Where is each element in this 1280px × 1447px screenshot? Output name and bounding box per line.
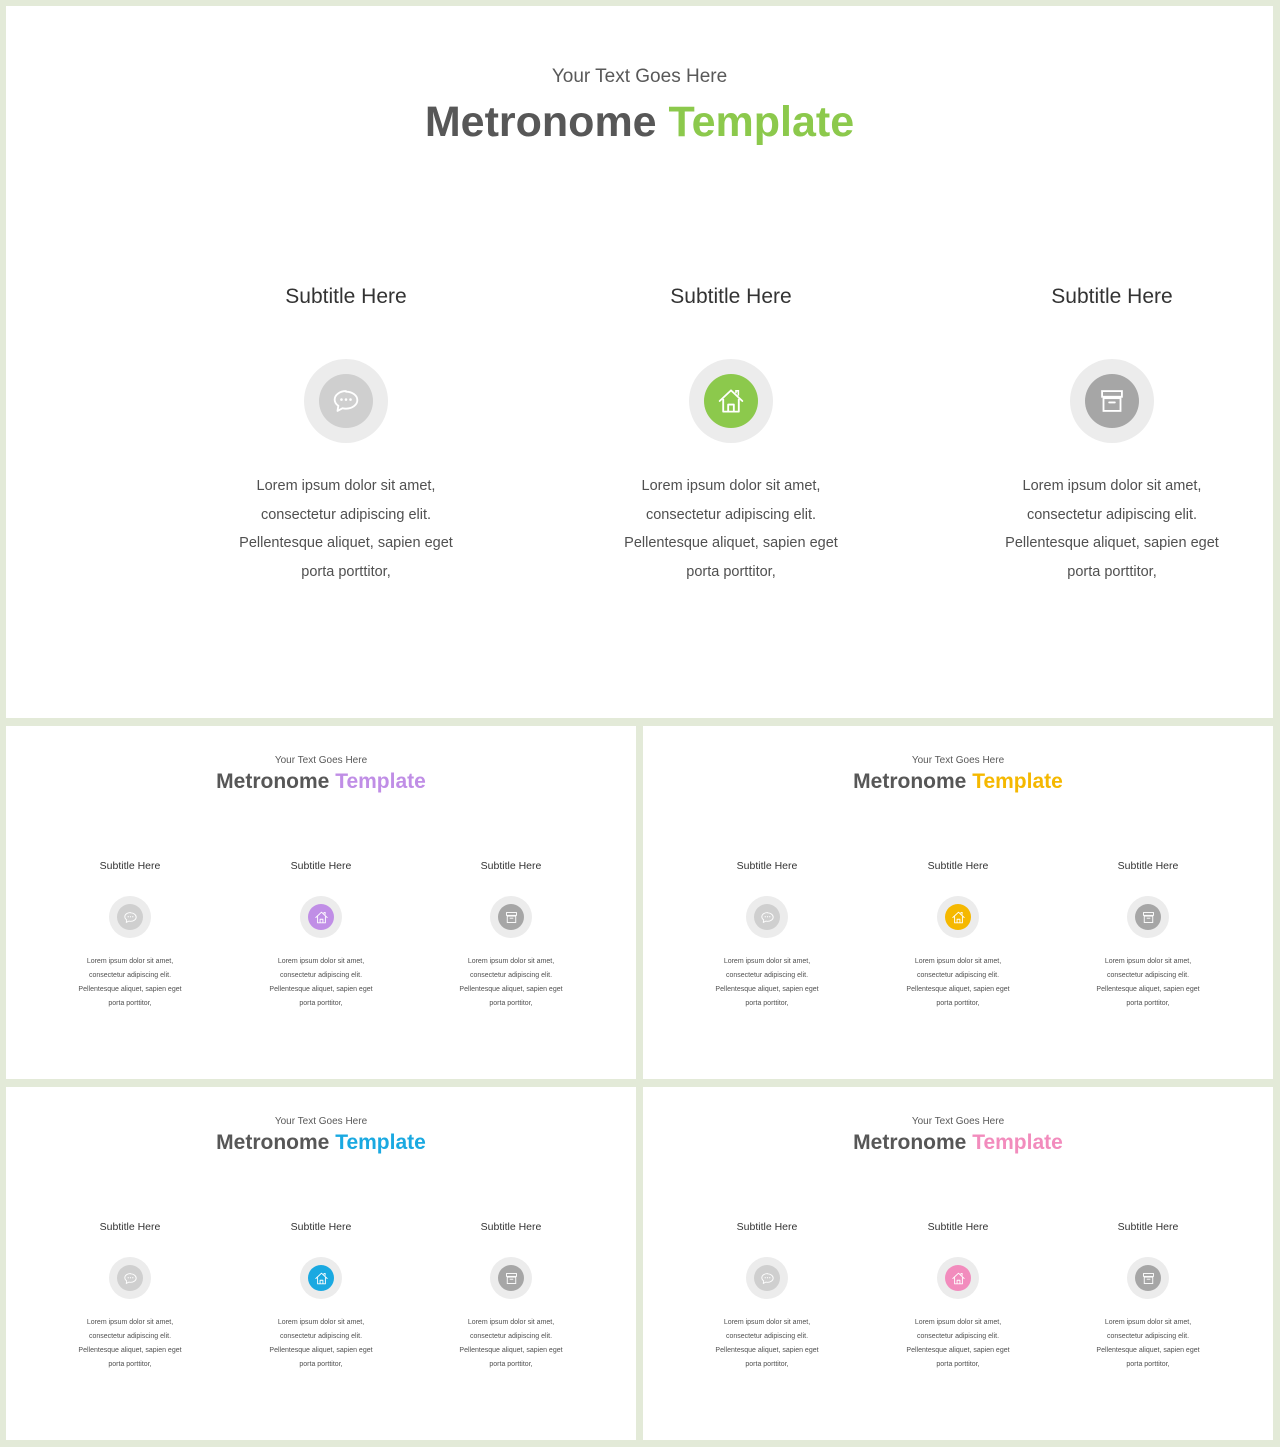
description-line: Pellentesque aliquet, sapien eget bbox=[1096, 1347, 1200, 1354]
feature-column bbox=[1073, 1219, 1223, 1372]
home-icon bbox=[313, 909, 330, 926]
title-main: Metronome bbox=[424, 98, 657, 146]
description-line: consectetur adipiscing elit. bbox=[469, 1333, 553, 1340]
description-line: porta porttitor, bbox=[936, 1361, 980, 1368]
description-line: porta porttitor, bbox=[301, 563, 391, 580]
feature-subtitle: Subtitle Here bbox=[290, 860, 352, 872]
chat-icon bbox=[759, 1270, 776, 1287]
slide-kicker: Your Text Goes Here bbox=[274, 1116, 368, 1127]
feature-description bbox=[55, 1316, 205, 1372]
feature-description bbox=[55, 955, 205, 1011]
title-main: Metronome bbox=[853, 1131, 967, 1154]
slide-title bbox=[643, 1131, 1273, 1155]
feature-subtitle: Subtitle Here bbox=[1051, 285, 1173, 308]
icon-ring bbox=[300, 1257, 342, 1299]
icon-ring bbox=[746, 1257, 788, 1299]
home-icon bbox=[950, 1270, 967, 1287]
slide-main bbox=[6, 6, 1273, 718]
description-line: porta porttitor, bbox=[489, 1361, 533, 1368]
slide-kicker: Your Text Goes Here bbox=[911, 1116, 1005, 1127]
icon-ring bbox=[937, 896, 979, 938]
description-line: Pellentesque aliquet, sapien eget bbox=[1096, 986, 1200, 993]
description-line: Pellentesque aliquet, sapien eget bbox=[269, 1347, 373, 1354]
description-line: porta porttitor, bbox=[745, 1000, 789, 1007]
feature-column bbox=[196, 282, 496, 586]
feature-column bbox=[1073, 858, 1223, 1011]
description-line: consectetur adipiscing elit. bbox=[88, 972, 172, 979]
chat-icon bbox=[122, 909, 139, 926]
title-main: Metronome bbox=[216, 770, 330, 793]
description-line: Lorem ipsum dolor sit amet, bbox=[1104, 958, 1192, 965]
feature-subtitle: Subtitle Here bbox=[927, 860, 989, 872]
feature-column bbox=[962, 282, 1262, 586]
feature-subtitle: Subtitle Here bbox=[1117, 860, 1179, 872]
description-line: Lorem ipsum dolor sit amet, bbox=[641, 478, 821, 494]
feature-subtitle: Subtitle Here bbox=[1117, 1221, 1179, 1233]
icon-badge bbox=[308, 904, 334, 930]
icon-ring bbox=[109, 1257, 151, 1299]
description-line: porta porttitor, bbox=[108, 1361, 152, 1368]
feature-description bbox=[883, 955, 1033, 1011]
slide-title bbox=[6, 770, 636, 794]
home-icon bbox=[714, 384, 748, 418]
description-line: Lorem ipsum dolor sit amet, bbox=[277, 958, 365, 965]
chat-icon bbox=[759, 909, 776, 926]
title-accent: Template bbox=[335, 770, 426, 793]
feature-description bbox=[196, 472, 496, 586]
description-line: consectetur adipiscing elit. bbox=[260, 506, 432, 523]
home-icon bbox=[950, 909, 967, 926]
feature-description bbox=[962, 472, 1262, 586]
slide-kicker: Your Text Goes Here bbox=[551, 66, 728, 87]
slide-title bbox=[6, 1131, 636, 1155]
feature-subtitle: Subtitle Here bbox=[480, 1221, 542, 1233]
icon-ring bbox=[304, 359, 388, 443]
icon-badge bbox=[117, 1265, 143, 1291]
title-main: Metronome bbox=[216, 1131, 330, 1154]
icon-ring bbox=[300, 896, 342, 938]
description-line: consectetur adipiscing elit. bbox=[916, 1333, 1000, 1340]
description-line: Lorem ipsum dolor sit amet, bbox=[723, 1319, 811, 1326]
feature-subtitle: Subtitle Here bbox=[736, 1221, 798, 1233]
feature-column bbox=[692, 858, 842, 1011]
archive-icon bbox=[503, 1270, 520, 1287]
description-line: Pellentesque aliquet, sapien eget bbox=[459, 986, 563, 993]
description-line: porta porttitor, bbox=[745, 1361, 789, 1368]
icon-badge bbox=[498, 1265, 524, 1291]
description-line: Pellentesque aliquet, sapien eget bbox=[269, 986, 373, 993]
feature-description bbox=[883, 1316, 1033, 1372]
feature-column bbox=[692, 1219, 842, 1372]
description-line: Lorem ipsum dolor sit amet, bbox=[277, 1319, 365, 1326]
slide-yellow bbox=[643, 726, 1273, 1079]
icon-ring bbox=[937, 1257, 979, 1299]
description-line: porta porttitor, bbox=[299, 1361, 343, 1368]
feature-column bbox=[883, 858, 1033, 1011]
icon-badge bbox=[1135, 904, 1161, 930]
description-line: Lorem ipsum dolor sit amet, bbox=[914, 1319, 1002, 1326]
feature-subtitle: Subtitle Here bbox=[480, 860, 542, 872]
icon-badge bbox=[704, 374, 758, 428]
description-line: Pellentesque aliquet, sapien eget bbox=[624, 535, 838, 551]
slide-title bbox=[6, 98, 1273, 147]
slide-blue bbox=[6, 1087, 636, 1440]
description-line: consectetur adipiscing elit. bbox=[725, 1333, 809, 1340]
icon-badge bbox=[754, 1265, 780, 1291]
description-line: porta porttitor, bbox=[936, 1000, 980, 1007]
icon-ring bbox=[746, 896, 788, 938]
description-line: Pellentesque aliquet, sapien eget bbox=[906, 1347, 1010, 1354]
description-line: Pellentesque aliquet, sapien eget bbox=[906, 986, 1010, 993]
description-line: Lorem ipsum dolor sit amet, bbox=[256, 478, 436, 494]
feature-subtitle: Subtitle Here bbox=[99, 1221, 161, 1233]
feature-column bbox=[246, 1219, 396, 1372]
icon-badge bbox=[319, 374, 373, 428]
icon-badge bbox=[754, 904, 780, 930]
description-line: Pellentesque aliquet, sapien eget bbox=[715, 1347, 819, 1354]
feature-column bbox=[581, 282, 881, 586]
description-line: consectetur adipiscing elit. bbox=[1106, 972, 1190, 979]
feature-description bbox=[1073, 955, 1223, 1011]
icon-ring bbox=[109, 896, 151, 938]
feature-description bbox=[692, 1316, 842, 1372]
feature-column bbox=[55, 1219, 205, 1372]
feature-description bbox=[692, 955, 842, 1011]
title-main: Metronome bbox=[853, 770, 967, 793]
description-line: Pellentesque aliquet, sapien eget bbox=[239, 535, 453, 551]
home-icon bbox=[313, 1270, 330, 1287]
slide-kicker: Your Text Goes Here bbox=[911, 755, 1005, 766]
feature-subtitle: Subtitle Here bbox=[290, 1221, 352, 1233]
description-line: consectetur adipiscing elit. bbox=[645, 506, 817, 523]
feature-column bbox=[883, 1219, 1033, 1372]
description-line: porta porttitor, bbox=[1126, 1000, 1170, 1007]
icon-badge bbox=[1085, 374, 1139, 428]
title-accent: Template bbox=[335, 1131, 426, 1154]
feature-description bbox=[246, 955, 396, 1011]
title-accent: Template bbox=[972, 1131, 1063, 1154]
slide-purple bbox=[6, 726, 636, 1079]
feature-description bbox=[246, 1316, 396, 1372]
chat-icon bbox=[329, 384, 363, 418]
icon-badge bbox=[1135, 1265, 1161, 1291]
chat-icon bbox=[122, 1270, 139, 1287]
description-line: Lorem ipsum dolor sit amet, bbox=[1022, 478, 1202, 494]
archive-icon bbox=[1140, 909, 1157, 926]
feature-description bbox=[436, 955, 586, 1011]
icon-ring bbox=[490, 1257, 532, 1299]
slide-kicker: Your Text Goes Here bbox=[274, 755, 368, 766]
description-line: Pellentesque aliquet, sapien eget bbox=[459, 1347, 563, 1354]
description-line: porta porttitor, bbox=[489, 1000, 533, 1007]
title-accent: Template bbox=[668, 98, 855, 146]
feature-subtitle: Subtitle Here bbox=[927, 1221, 989, 1233]
icon-ring bbox=[1127, 896, 1169, 938]
feature-description bbox=[436, 1316, 586, 1372]
icon-ring bbox=[1127, 1257, 1169, 1299]
feature-column bbox=[246, 858, 396, 1011]
slide-title bbox=[643, 770, 1273, 794]
icon-badge bbox=[117, 904, 143, 930]
description-line: consectetur adipiscing elit. bbox=[916, 972, 1000, 979]
feature-column bbox=[55, 858, 205, 1011]
description-line: porta porttitor, bbox=[1067, 563, 1157, 580]
feature-subtitle: Subtitle Here bbox=[736, 860, 798, 872]
description-line: Lorem ipsum dolor sit amet, bbox=[723, 958, 811, 965]
description-line: Lorem ipsum dolor sit amet, bbox=[467, 958, 555, 965]
description-line: porta porttitor, bbox=[1126, 1361, 1170, 1368]
description-line: Lorem ipsum dolor sit amet, bbox=[914, 958, 1002, 965]
description-line: consectetur adipiscing elit. bbox=[279, 972, 363, 979]
description-line: Pellentesque aliquet, sapien eget bbox=[78, 1347, 182, 1354]
description-line: consectetur adipiscing elit. bbox=[725, 972, 809, 979]
feature-subtitle: Subtitle Here bbox=[670, 285, 792, 308]
icon-badge bbox=[308, 1265, 334, 1291]
feature-column bbox=[436, 1219, 586, 1372]
icon-ring bbox=[689, 359, 773, 443]
feature-description bbox=[581, 472, 881, 586]
feature-subtitle: Subtitle Here bbox=[285, 285, 407, 308]
archive-icon bbox=[1095, 384, 1129, 418]
feature-description bbox=[1073, 1316, 1223, 1372]
icon-ring bbox=[490, 896, 532, 938]
icon-badge bbox=[945, 1265, 971, 1291]
icon-ring bbox=[1070, 359, 1154, 443]
description-line: Pellentesque aliquet, sapien eget bbox=[715, 986, 819, 993]
archive-icon bbox=[503, 909, 520, 926]
title-accent: Template bbox=[972, 770, 1063, 793]
description-line: porta porttitor, bbox=[108, 1000, 152, 1007]
feature-subtitle: Subtitle Here bbox=[99, 860, 161, 872]
description-line: Lorem ipsum dolor sit amet, bbox=[1104, 1319, 1192, 1326]
description-line: consectetur adipiscing elit. bbox=[1106, 1333, 1190, 1340]
icon-badge bbox=[945, 904, 971, 930]
description-line: consectetur adipiscing elit. bbox=[88, 1333, 172, 1340]
description-line: porta porttitor, bbox=[686, 563, 776, 580]
description-line: Lorem ipsum dolor sit amet, bbox=[86, 1319, 174, 1326]
archive-icon bbox=[1140, 1270, 1157, 1287]
slide-pink bbox=[643, 1087, 1273, 1440]
description-line: consectetur adipiscing elit. bbox=[279, 1333, 363, 1340]
description-line: Pellentesque aliquet, sapien eget bbox=[78, 986, 182, 993]
description-line: porta porttitor, bbox=[299, 1000, 343, 1007]
description-line: Pellentesque aliquet, sapien eget bbox=[1005, 535, 1219, 551]
feature-column bbox=[436, 858, 586, 1011]
description-line: consectetur adipiscing elit. bbox=[469, 972, 553, 979]
description-line: consectetur adipiscing elit. bbox=[1026, 506, 1198, 523]
description-line: Lorem ipsum dolor sit amet, bbox=[86, 958, 174, 965]
icon-badge bbox=[498, 904, 524, 930]
description-line: Lorem ipsum dolor sit amet, bbox=[467, 1319, 555, 1326]
